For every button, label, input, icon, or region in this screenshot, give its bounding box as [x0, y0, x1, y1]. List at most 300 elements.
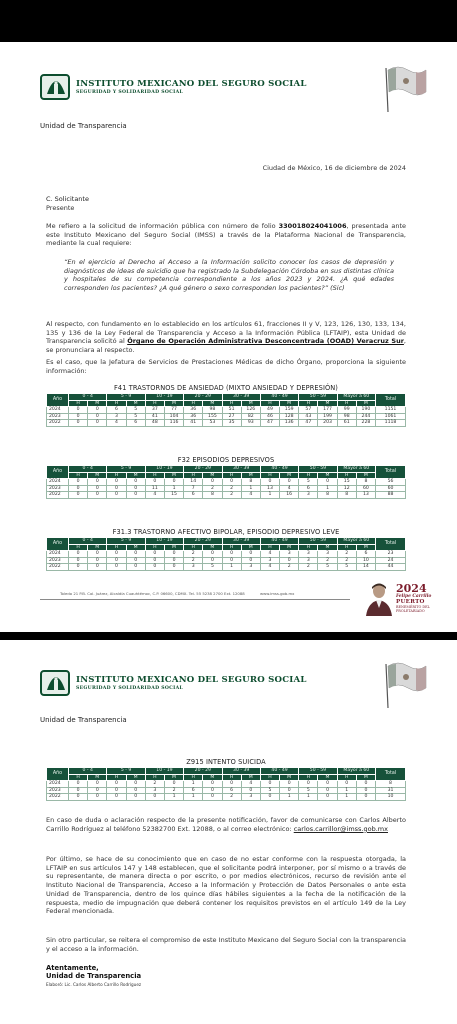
value-cell: 0 — [260, 479, 279, 486]
value-cell: 1 — [222, 564, 241, 571]
emblem-caption: BENEMÉRITO DEL PROLETARIADO — [396, 605, 430, 613]
value-cell: 15 — [164, 492, 183, 499]
sex-header: M — [356, 544, 375, 551]
data-table — [46, 393, 406, 427]
sex-header: H — [222, 544, 241, 551]
value-cell: 10 — [356, 557, 375, 564]
imss-header-2 — [40, 670, 307, 696]
sex-header: H — [299, 400, 318, 407]
value-cell: 0 — [69, 407, 88, 414]
sex-header: M — [88, 472, 107, 479]
value-cell: 0 — [107, 787, 126, 794]
value-cell: 6 — [299, 485, 318, 492]
value-cell: 5 — [299, 787, 318, 794]
footer-address: Toledo 21 P.B. Col. Juárez, Alcaldía Cuauhtémoc, C.P. 06600, CDMX. Tel. 55 5238 2700 Ext. 12088 — [60, 591, 245, 596]
sex-header: H — [107, 774, 126, 781]
sex-header: H — [107, 472, 126, 479]
value-cell: 27 — [222, 413, 241, 420]
value-cell: 0 — [203, 794, 222, 801]
sex-header: M — [126, 400, 145, 407]
sex-header: H — [260, 472, 279, 479]
value-cell: 0 — [222, 551, 241, 558]
year-header: Año — [47, 768, 69, 781]
total-cell: 56 — [376, 479, 406, 486]
sex-header: H — [69, 544, 88, 551]
value-cell: 2 — [184, 551, 203, 558]
legal-basis-text-a: Al respecto, con fundamento en lo establecido en los artículos 61, fracciones II y V, 123, 126, 130, 133, 134, 135 y 136 de la Ley Federal de Transparencia y Acceso a la Información Pública (LFTAIP), esta Unidad de Transparencia solicitó al — [46, 320, 406, 346]
value-cell: 0 — [88, 781, 107, 788]
value-cell: 2 — [280, 564, 299, 571]
sex-header: H — [222, 472, 241, 479]
sex-header: M — [88, 774, 107, 781]
value-cell: 3 — [299, 551, 318, 558]
footer-divider — [40, 599, 350, 600]
value-cell: 1 — [337, 787, 356, 794]
total-header: Total — [376, 466, 406, 479]
table-row — [47, 781, 406, 788]
organ-name: Órgano de Operación Administrativa Desconcentrada (OOAD) Veracruz Sur — [127, 337, 404, 346]
year-cell: 2022 — [47, 420, 69, 427]
age-group-header: 50 - 59 — [299, 394, 337, 401]
age-group-header: 20 - 29 — [184, 768, 222, 775]
value-cell: 0 — [280, 781, 299, 788]
value-cell: 0 — [107, 781, 126, 788]
age-group-header: 5 - 9 — [107, 768, 145, 775]
value-cell: 6 — [184, 492, 203, 499]
table-row — [47, 787, 406, 794]
paragraph-contact — [46, 816, 406, 833]
contact-text: En caso de duda o aclaración respecto de la presente notificación, favor de comunicarse con Carlos Alberto Carrillo Rodríguez al teléfono 52382700 Ext. 12088, o al correo electrónico: — [46, 816, 406, 833]
age-group-header: 30 - 39 — [222, 394, 260, 401]
value-cell: 8 — [356, 479, 375, 486]
value-cell: 0 — [69, 781, 88, 788]
value-cell: 203 — [318, 420, 337, 427]
value-cell: 244 — [356, 413, 375, 420]
value-cell: 0 — [241, 557, 260, 564]
value-cell: 0 — [145, 479, 164, 486]
prepared-by: Elaboró: Lic. Carlos Alberto Carrillo Rodríguez — [46, 982, 142, 987]
value-cell: 0 — [88, 492, 107, 499]
value-cell: 5 — [299, 479, 318, 486]
value-cell: 1 — [241, 485, 260, 492]
age-group-header: 50 - 59 — [299, 538, 337, 545]
value-cell: 0 — [88, 787, 107, 794]
value-cell: 4 — [280, 485, 299, 492]
value-cell: 177 — [318, 407, 337, 414]
table-row — [47, 551, 406, 558]
age-group-header: 5 - 9 — [107, 466, 145, 473]
value-cell: 8 — [241, 479, 260, 486]
value-cell: 43 — [299, 413, 318, 420]
total-cell: 24 — [376, 557, 406, 564]
sex-header: M — [356, 774, 375, 781]
institute-subtitle-2: SEGURIDAD Y SOLIDARIDAD SOCIAL — [76, 686, 183, 691]
value-cell: 3 — [260, 557, 279, 564]
value-cell: 35 — [222, 420, 241, 427]
value-cell: 0 — [88, 557, 107, 564]
data-table — [46, 465, 406, 499]
sex-header: H — [184, 472, 203, 479]
value-cell: 1 — [318, 485, 337, 492]
value-cell: 0 — [126, 492, 145, 499]
value-cell: 0 — [337, 781, 356, 788]
age-group-header: 10 - 19 — [145, 538, 183, 545]
paragraph-review-rights: Por último, se hace de su conocimiento que en caso de no estar conforme con la respuesta otorgada, la LFTAIP en sus artículos 147 y 148 establecen, que el solicitante podrá interponer, por sí mismo o a través de su representante, de manera directa o por escrito, o por medios electrónicos, recurso de revisión ante el Instituto Nacional de Transparencia, Acceso a la Información y Protección de Datos Personales o ante esta Unidad de Transparencia, dentro de los quince días hábiles siguientes a la fecha de la notificación de la respuesta, medio de impugnación que deberá contener los requisitos previstos en el artículo 149 de la Ley Federal mencionada. — [46, 855, 406, 916]
value-cell: 93 — [241, 420, 260, 427]
value-cell: 0 — [241, 551, 260, 558]
value-cell: 3 — [145, 787, 164, 794]
value-cell: 0 — [69, 564, 88, 571]
signature-unit: Unidad de Transparencia — [46, 972, 142, 980]
sex-header: M — [126, 774, 145, 781]
sex-header: H — [107, 544, 126, 551]
table-title: F32 EPISODIOS DEPRESIVOS — [177, 456, 275, 464]
age-group-header: 40 - 49 — [260, 768, 298, 775]
year-header: Año — [47, 394, 69, 407]
value-cell: 37 — [145, 407, 164, 414]
value-cell: 0 — [107, 557, 126, 564]
value-cell: 0 — [69, 551, 88, 558]
value-cell: 98 — [337, 413, 356, 420]
value-cell: 0 — [318, 479, 337, 486]
sex-header: M — [318, 400, 337, 407]
value-cell: 82 — [241, 413, 260, 420]
table-row — [47, 794, 406, 801]
age-group-header: 10 - 19 — [145, 768, 183, 775]
sex-header: H — [337, 400, 356, 407]
year-cell: 2022 — [47, 492, 69, 499]
sex-header: H — [145, 544, 164, 551]
year-cell: 2024 — [47, 551, 69, 558]
table-title: Z915 INTENTO SUICIDA — [186, 758, 266, 766]
value-cell: 0 — [203, 787, 222, 794]
year-cell: 2024 — [47, 407, 69, 414]
age-group-header: 10 - 19 — [145, 394, 183, 401]
value-cell: 14 — [356, 564, 375, 571]
age-group-header: 40 - 49 — [260, 538, 298, 545]
value-cell: 0 — [356, 794, 375, 801]
value-cell: 0 — [299, 781, 318, 788]
age-group-header: 30 - 39 — [222, 466, 260, 473]
value-cell: 15 — [337, 479, 356, 486]
paragraph-request — [46, 222, 406, 248]
value-cell: 0 — [69, 479, 88, 486]
value-cell: 61 — [337, 420, 356, 427]
value-cell: 0 — [164, 781, 183, 788]
value-cell: 128 — [280, 413, 299, 420]
year-cell: 2023 — [47, 413, 69, 420]
age-group-header: 20 - 29 — [184, 466, 222, 473]
age-group-header: 40 - 49 — [260, 466, 298, 473]
value-cell: 36 — [184, 407, 203, 414]
value-cell: 4 — [107, 420, 126, 427]
data-table — [46, 767, 406, 801]
table-row — [47, 420, 406, 427]
value-cell: 199 — [318, 413, 337, 420]
value-cell: 0 — [126, 479, 145, 486]
value-cell: 0 — [164, 551, 183, 558]
unit-label-2: Unidad de Transparencia — [40, 716, 127, 724]
value-cell: 2 — [222, 485, 241, 492]
total-cell: 1151 — [376, 407, 406, 414]
value-cell: 155 — [203, 413, 222, 420]
imss-header — [40, 74, 307, 100]
age-group-header: 5 - 9 — [107, 394, 145, 401]
value-cell: 1 — [280, 794, 299, 801]
value-cell: 8 — [318, 492, 337, 499]
value-cell: 0 — [318, 794, 337, 801]
year-cell: 2024 — [47, 781, 69, 788]
age-group-header: 0 - 4 — [69, 538, 107, 545]
sex-header: M — [126, 544, 145, 551]
value-cell: 0 — [107, 794, 126, 801]
sex-header: H — [337, 544, 356, 551]
year-cell: 2023 — [47, 485, 69, 492]
value-cell: 11 — [145, 485, 164, 492]
sex-header: H — [337, 774, 356, 781]
age-group-header: 10 - 19 — [145, 466, 183, 473]
total-cell: 10 — [376, 794, 406, 801]
sex-header: M — [164, 774, 183, 781]
value-cell: 104 — [164, 413, 183, 420]
sex-header: M — [203, 472, 222, 479]
table-row — [47, 557, 406, 564]
value-cell: 0 — [356, 781, 375, 788]
age-group-header: 50 - 59 — [299, 466, 337, 473]
total-cell: 88 — [376, 492, 406, 499]
sex-header: M — [280, 400, 299, 407]
sex-header: H — [145, 472, 164, 479]
value-cell: 36 — [184, 413, 203, 420]
sex-header: M — [164, 544, 183, 551]
total-cell: 31 — [376, 787, 406, 794]
paragraph-request-text-b: , presentada ante este Instituto Mexicano del Seguro Social (IMSS) a través de la Plataforma Nacional de Transparencia, mediante la cual requiere: — [46, 222, 406, 248]
age-group-header: 40 - 49 — [260, 394, 298, 401]
sex-header: M — [203, 544, 222, 551]
sex-header: H — [184, 774, 203, 781]
sex-header: H — [260, 544, 279, 551]
value-cell: 60 — [356, 485, 375, 492]
table-row — [47, 413, 406, 420]
value-cell: 0 — [107, 551, 126, 558]
value-cell: 0 — [69, 794, 88, 801]
value-cell: 6 — [184, 787, 203, 794]
age-group-header: 0 - 4 — [69, 394, 107, 401]
unit-label: Unidad de Transparencia — [40, 122, 127, 130]
value-cell: 1 — [184, 794, 203, 801]
sex-header: M — [126, 472, 145, 479]
value-cell: 3 — [241, 564, 260, 571]
age-group-header: 0 - 4 — [69, 466, 107, 473]
value-cell: 0 — [222, 557, 241, 564]
age-group-header: Mayor a 60 — [337, 768, 375, 775]
emblem-title: PUERTO — [396, 599, 425, 605]
value-cell: 0 — [164, 479, 183, 486]
value-cell: 0 — [126, 551, 145, 558]
value-cell: 4 — [260, 551, 279, 558]
value-cell: 0 — [145, 564, 164, 571]
sex-header: M — [280, 774, 299, 781]
value-cell: 0 — [88, 564, 107, 571]
value-cell: 126 — [241, 407, 260, 414]
value-cell: 0 — [88, 794, 107, 801]
value-cell: 6 — [126, 420, 145, 427]
value-cell: 5 — [260, 787, 279, 794]
total-cell: 8 — [376, 781, 406, 788]
value-cell: 6 — [107, 407, 126, 414]
value-cell: 0 — [164, 557, 183, 564]
value-cell: 3 — [241, 794, 260, 801]
value-cell: 0 — [280, 557, 299, 564]
data-table-f313 — [46, 528, 406, 571]
value-cell: 0 — [260, 794, 279, 801]
value-cell: 2 — [299, 564, 318, 571]
value-cell: 4 — [260, 564, 279, 571]
footer-website[interactable]: www.imss.gob.mx — [260, 591, 295, 596]
sex-header: M — [318, 472, 337, 479]
sex-header: H — [69, 472, 88, 479]
age-group-header: 0 - 4 — [69, 768, 107, 775]
sex-header: H — [222, 400, 241, 407]
value-cell: 3 — [184, 564, 203, 571]
total-cell: 23 — [376, 551, 406, 558]
total-header: Total — [376, 768, 406, 781]
value-cell: 16 — [280, 492, 299, 499]
mexican-flag-icon — [378, 62, 430, 114]
value-cell: 0 — [318, 781, 337, 788]
sex-header: H — [145, 774, 164, 781]
year-cell: 2022 — [47, 564, 69, 571]
value-cell: 0 — [145, 551, 164, 558]
letter-date: Ciudad de México, 16 de diciembre de 2024 — [262, 164, 406, 172]
data-table-f32 — [46, 456, 406, 499]
mexican-flag-icon — [378, 658, 430, 710]
table-title: F31.3 TRASTORNO AFECTIVO BIPOLAR, EPISODIO DEPRESIVO LEVE — [112, 528, 340, 536]
paragraph-information: Es el caso, que la Jefatura de Servicios de Prestaciones Médicas de dicho Órgano, proporciona la siguiente información: — [46, 358, 406, 375]
value-cell: 0 — [69, 557, 88, 564]
table-row — [47, 407, 406, 414]
emblem-name: Felipe Carrillo — [396, 594, 432, 599]
sex-header: H — [299, 544, 318, 551]
value-cell: 2 — [222, 492, 241, 499]
value-cell: 0 — [260, 781, 279, 788]
value-cell: 0 — [88, 413, 107, 420]
value-cell: 228 — [356, 420, 375, 427]
value-cell: 3 — [299, 492, 318, 499]
value-cell: 0 — [126, 794, 145, 801]
value-cell: 48 — [145, 420, 164, 427]
sex-header: M — [318, 774, 337, 781]
value-cell: 0 — [88, 485, 107, 492]
sex-header: M — [280, 544, 299, 551]
total-cell: 1118 — [376, 420, 406, 427]
age-group-header: 30 - 39 — [222, 768, 260, 775]
value-cell: 0 — [203, 781, 222, 788]
value-cell: 0 — [126, 787, 145, 794]
table-row — [47, 492, 406, 499]
sex-header: H — [184, 544, 203, 551]
contact-email-link[interactable]: carlos.carrillor@imss.gob.mx — [293, 824, 388, 833]
value-cell: 6 — [356, 551, 375, 558]
age-group-header: Mayor a 60 — [337, 466, 375, 473]
value-cell: 0 — [69, 485, 88, 492]
sex-header: H — [337, 472, 356, 479]
age-group-header: Mayor a 60 — [337, 538, 375, 545]
recipient: C. Solicitante — [46, 195, 89, 203]
value-cell: 0 — [69, 413, 88, 420]
value-cell: 2 — [337, 557, 356, 564]
value-cell: 0 — [203, 479, 222, 486]
table-row — [47, 479, 406, 486]
total-header: Total — [376, 394, 406, 407]
document-page-1 — [0, 42, 457, 632]
value-cell: 99 — [337, 407, 356, 414]
value-cell: 1 — [299, 794, 318, 801]
paragraph-closing: Sin otro particular, se reitera el compromiso de este Instituto Mexicano del Seguro Social con la transparencia y el acceso a la información. — [46, 936, 406, 953]
value-cell: 98 — [203, 407, 222, 414]
sex-header: M — [203, 400, 222, 407]
year-cell: 2024 — [47, 479, 69, 486]
value-cell: 2 — [318, 557, 337, 564]
value-cell: 0 — [88, 407, 107, 414]
value-cell: 4 — [241, 781, 260, 788]
sex-header: M — [164, 400, 183, 407]
value-cell: 0 — [88, 420, 107, 427]
total-cell: 44 — [376, 564, 406, 571]
value-cell: 47 — [299, 420, 318, 427]
value-cell: 0 — [107, 564, 126, 571]
value-cell: 3 — [107, 413, 126, 420]
institute-subtitle: SEGURIDAD Y SOLIDARIDAD SOCIAL — [76, 90, 183, 95]
value-cell: 0 — [356, 787, 375, 794]
sex-header: H — [299, 774, 318, 781]
sex-header: M — [88, 544, 107, 551]
value-cell: 1 — [260, 492, 279, 499]
value-cell: 2 — [145, 781, 164, 788]
data-table-f41 — [46, 384, 406, 427]
value-cell: 5 — [126, 413, 145, 420]
value-cell: 0 — [145, 557, 164, 564]
sex-header: H — [260, 774, 279, 781]
value-cell: 4 — [145, 492, 164, 499]
presente-label: Presente — [46, 204, 75, 212]
year-header: Año — [47, 538, 69, 551]
data-table-z915 — [46, 758, 406, 801]
value-cell: 0 — [280, 787, 299, 794]
sex-header: M — [241, 400, 260, 407]
value-cell: 14 — [184, 479, 203, 486]
data-table — [46, 537, 406, 571]
age-group-header: 20 - 29 — [184, 394, 222, 401]
value-cell: 13 — [356, 492, 375, 499]
value-cell: 1 — [164, 794, 183, 801]
value-cell: 13 — [260, 485, 279, 492]
value-cell: 1 — [337, 794, 356, 801]
value-cell: 0 — [222, 781, 241, 788]
age-group-header: 30 - 39 — [222, 538, 260, 545]
age-group-header: 50 - 59 — [299, 768, 337, 775]
year-cell: 2023 — [47, 557, 69, 564]
value-cell: 190 — [356, 407, 375, 414]
value-cell: 2 — [184, 557, 203, 564]
value-cell: 53 — [203, 420, 222, 427]
table-title: F41 TRASTORNOS DE ANSIEDAD (MIXTO ANSIEDAD Y DEPRESIÓN) — [114, 384, 338, 392]
value-cell: 0 — [126, 564, 145, 571]
sex-header: H — [184, 400, 203, 407]
value-cell: 12 — [337, 485, 356, 492]
value-cell: 0 — [126, 557, 145, 564]
value-cell: 2 — [164, 787, 183, 794]
